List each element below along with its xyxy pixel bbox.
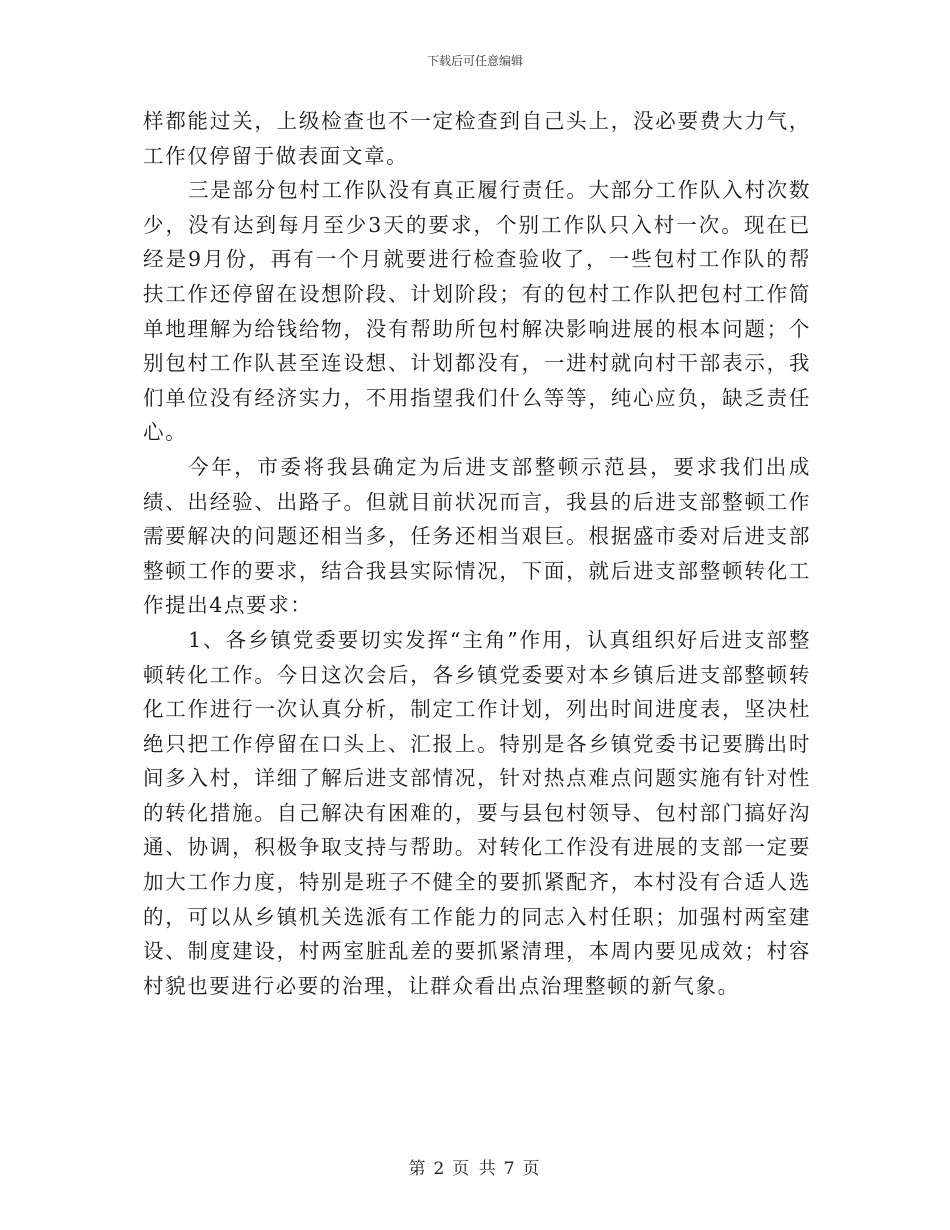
footer-suffix: 页 [522, 1159, 542, 1179]
paragraph: 三是部分包村工作队没有真正履行责任。大部分工作队入村次数少，没有达到每月至少3天的要求，个别工作队只入村一次。现在已经是9月份，再有一个月就要进行检查验收了，一些包村工作队的帮扶工作还停留在设想阶段、计划阶段；有的包村工作队把包村工作简单地理解为给钱给物，没有帮助所包村解决影响进展的根本问题；个别包村工作队甚至连设想、计划都没有，一进村就向村干部表示，我们单位没有经济实力，不用指望我们什么等等，纯心应负，缺乏责任心。 [143, 178, 811, 445]
footer-middle: 页 共 [452, 1159, 498, 1179]
page-number: 2 [433, 1159, 447, 1179]
paragraph: 样都能过关，上级检查也不一定检查到自己头上，没必要费大力气，工作仅停留于做表面文章。 [143, 109, 811, 168]
document-body [143, 104, 811, 1003]
header-text: 下载后可任意编辑 [426, 54, 523, 68]
paragraph: 今年，市委将我县确定为后进支部整顿示范县，要求我们出成绩、出经验、出路子。但就目前状况而言，我县的后进支部整顿工作需要解决的问题还相当多，任务还相当艰巨。根据盛市委对后进支部整顿工作的要求，结合我县实际情况，下面，就后进支部整顿转化工作提出4点要求： [143, 454, 811, 618]
page-footer [0, 1154, 950, 1179]
page-total: 7 [503, 1159, 517, 1179]
footer-prefix: 第 [408, 1159, 428, 1179]
paragraph: 1、各乡镇党委要切实发挥“主角”作用，认真组织好后进支部整顿转化工作。今日这次会后，各乡镇党委要对本乡镇后进支部整顿转化工作进行一次认真分析，制定工作计划，列出时间进度表，坚决杜绝只把工作停留在口头上、汇报上。特别是各乡镇党委书记要腾出时间多入村，详细了解后进支部情况，针对热点难点问题实施有针对性的转化措施。自己解决有困难的，要与县包村领导、包村部门搞好沟通、协调，积极争取支持与帮助。对转化工作没有进展的支部一定要加大工作力度，特别是班子不健全的要抓紧配齐，本村没有合适人选的，可以从乡镇机关选派有工作能力的同志入村任职；加强村两室建设、制度建设，村两室脏乱差的要抓紧清理，本周内要见成效；村容村貌也要进行必要的治理，让群众看出点治理整顿的新气象。 [143, 627, 811, 998]
page-header [0, 52, 950, 69]
